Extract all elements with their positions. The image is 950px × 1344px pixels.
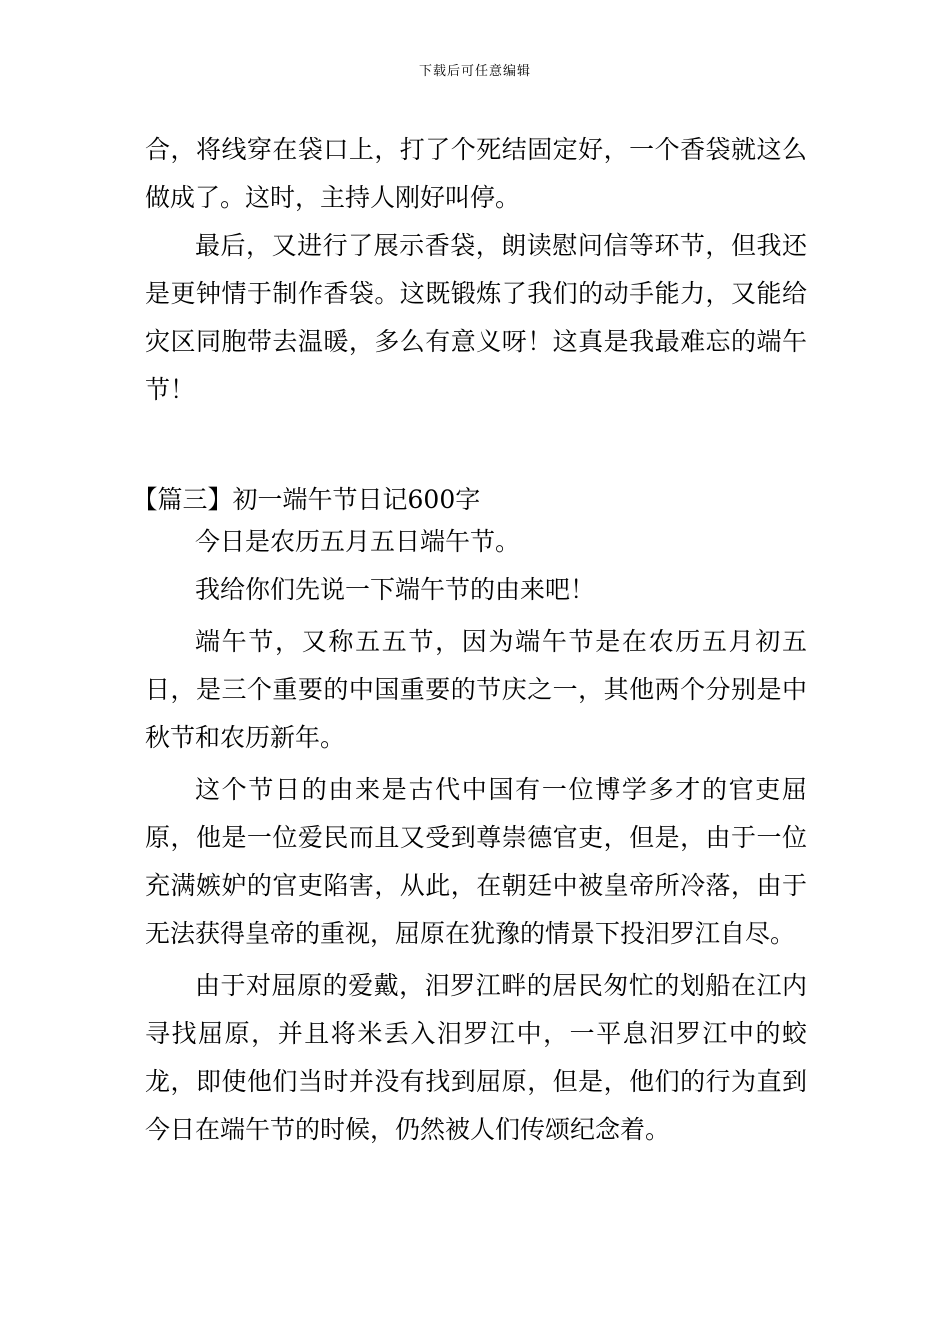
paragraph-commemoration: 由于对屈原的爱戴，汨罗江畔的居民匆忙的划船在江内寻找屈原，并且将米丢入汨罗江中，一平息汨罗江中的蛟龙，即使他们当时并没有找到屈原，但是，他们的行为直到今日在端午节的时候，仍然被人们传颂纪念着。 xyxy=(145,971,807,1144)
paragraph-festival-definition: 端午节，又称五五节，因为端午节是在农历五月初五日，是三个重要的中国重要的节庆之一，其他两个分别是中秋节和农历新年。 xyxy=(145,627,807,752)
paragraph-quyuan-story: 这个节日的由来是古代中国有一位博学多才的官吏屈原，他是一位爱民而且又受到尊崇德官吏，但是，由于一位充满嫉妒的官吏陷害，从此，在朝廷中被皇帝所冷落，由于无法获得皇帝的重视，屈原在犹豫的情景下投汨罗江自尽。 xyxy=(145,775,807,948)
section-title: 【篇三】初一端午节日记600字 xyxy=(132,485,481,514)
paragraph-continued: 合，将线穿在袋口上，打了个死结固定好，一个香袋就这么做成了。这时，主持人刚好叫停。 xyxy=(145,135,807,212)
paragraph-finale: 最后，又进行了展示香袋，朗读慰问信等环节，但我还是更钟情于制作香袋。这既锻炼了我们的动手能力，又能给灾区同胞带去温暖，多么有意义呀！这真是我最难忘的端午节！ xyxy=(145,231,807,404)
page-header: 下载后可任意编辑 xyxy=(418,64,531,79)
paragraph-intro-date: 今日是农历五月五日端午节。 xyxy=(195,527,521,556)
document-body xyxy=(132,126,807,1154)
paragraph-intro-origin: 我给你们先说一下端午节的由来吧！ xyxy=(195,575,596,604)
